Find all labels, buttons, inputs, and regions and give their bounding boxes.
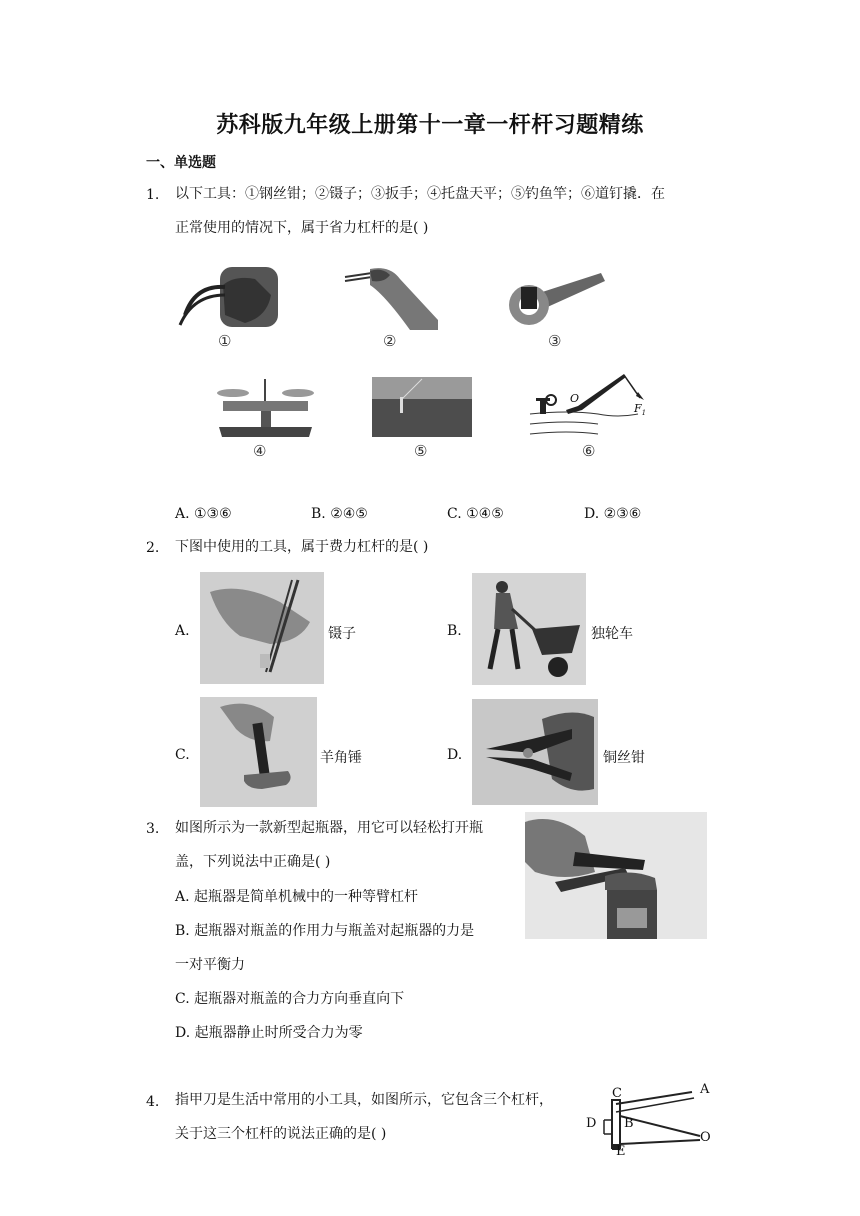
q4-stem-line2: 关于这三个杠杆的说法正确的是( ) bbox=[175, 1126, 387, 1142]
q3-option-c[interactable]: C. 起瓶器对瓶盖的合力方向垂直向下 bbox=[175, 991, 405, 1007]
q3-number: 3. bbox=[146, 821, 160, 837]
q1-fig-tweezers-image bbox=[340, 265, 440, 330]
section-heading: 一、单选题 bbox=[146, 155, 216, 171]
q2-option-b-wheelbarrow-image bbox=[472, 573, 586, 685]
q3-option-d[interactable]: D. 起瓶器静止时所受合力为零 bbox=[175, 1025, 363, 1041]
q4-label-a: A bbox=[700, 1082, 710, 1097]
q1-fig-crowbar-image bbox=[528, 370, 658, 442]
q1-option-d[interactable]: D. ②③⑥ bbox=[584, 506, 642, 522]
q2-number: 2. bbox=[146, 540, 160, 556]
q1-fig-fishing-image bbox=[372, 377, 472, 437]
q2-option-c-letter[interactable]: C. bbox=[175, 747, 190, 763]
q1-fig-wrench-image bbox=[503, 265, 608, 330]
q1-number: 1. bbox=[146, 187, 160, 203]
q4-stem-line1: 指甲刀是生活中常用的小工具，如图所示，它包含三个杠杆， bbox=[175, 1092, 553, 1108]
q2-option-a-tweezers-image bbox=[200, 572, 324, 684]
q2-option-a-name: 镊子 bbox=[328, 626, 356, 642]
q3-bottle-opener-image bbox=[525, 812, 707, 939]
q2-option-b-letter[interactable]: B. bbox=[447, 623, 462, 639]
q3-option-b-line2: 一对平衡力 bbox=[175, 957, 245, 973]
q1-stem-line2: 正常使用的情况下，属于省力杠杆的是( ) bbox=[175, 220, 429, 236]
q1-fig6-pivot-label: O bbox=[570, 392, 580, 405]
q4-number: 4. bbox=[146, 1094, 160, 1110]
q1-option-a[interactable]: A. ①③⑥ bbox=[175, 506, 232, 522]
q1-option-c[interactable]: C. ①④⑤ bbox=[447, 506, 504, 522]
q1-fig-label-5: ⑤ bbox=[414, 442, 428, 460]
q3-stem-line2: 盖，下列说法中正确是( ) bbox=[175, 854, 331, 870]
q1-fig-label-2: ② bbox=[383, 332, 397, 350]
q2-option-d-letter[interactable]: D. bbox=[447, 747, 463, 763]
q1-option-b[interactable]: B. ②④⑤ bbox=[311, 506, 368, 522]
q3-stem-line1: 如图所示为一款新型起瓶器，用它可以轻松打开瓶 bbox=[175, 820, 483, 836]
q2-option-c-hammer-image bbox=[200, 697, 317, 807]
q4-label-b: B bbox=[624, 1116, 634, 1131]
q4-nail-clipper-diagram bbox=[582, 1080, 717, 1160]
q2-stem: 下图中使用的工具，属于费力杠杆的是( ) bbox=[175, 539, 429, 555]
q1-fig-label-4: ④ bbox=[253, 442, 267, 460]
q2-option-b-name: 独轮车 bbox=[591, 626, 633, 642]
q4-label-e: E bbox=[616, 1144, 626, 1159]
q1-fig-label-1: ① bbox=[218, 332, 232, 350]
q4-label-o: O bbox=[700, 1130, 711, 1145]
q1-fig-balance-image bbox=[213, 377, 318, 442]
q1-fig-pliers-image bbox=[175, 265, 280, 330]
q1-fig-label-6: ⑥ bbox=[582, 442, 596, 460]
page-title: 苏科版九年级上册第十一章一杆杆习题精练 bbox=[216, 113, 644, 138]
q2-option-d-pliers-image bbox=[472, 699, 598, 805]
q3-option-b-line1[interactable]: B. 起瓶器对瓶盖的作用力与瓶盖对起瓶器的力是 bbox=[175, 923, 475, 939]
q1-fig-label-3: ③ bbox=[548, 332, 562, 350]
q4-label-c: C bbox=[612, 1086, 622, 1101]
q1-stem-line1: 以下工具：①钢丝钳；②镊子；③扳手；④托盘天平；⑤钓鱼竿；⑥道钉撬．在 bbox=[175, 186, 665, 202]
q2-option-d-name: 铜丝钳 bbox=[603, 750, 645, 766]
q2-option-a-letter[interactable]: A. bbox=[175, 623, 190, 639]
q4-label-d: D bbox=[586, 1116, 597, 1131]
q2-option-c-name: 羊角锤 bbox=[320, 750, 362, 766]
q1-fig6-force-label: $F_1$ bbox=[634, 402, 647, 418]
q3-option-a[interactable]: A. 起瓶器是简单机械中的一种等臂杠杆 bbox=[175, 889, 419, 905]
